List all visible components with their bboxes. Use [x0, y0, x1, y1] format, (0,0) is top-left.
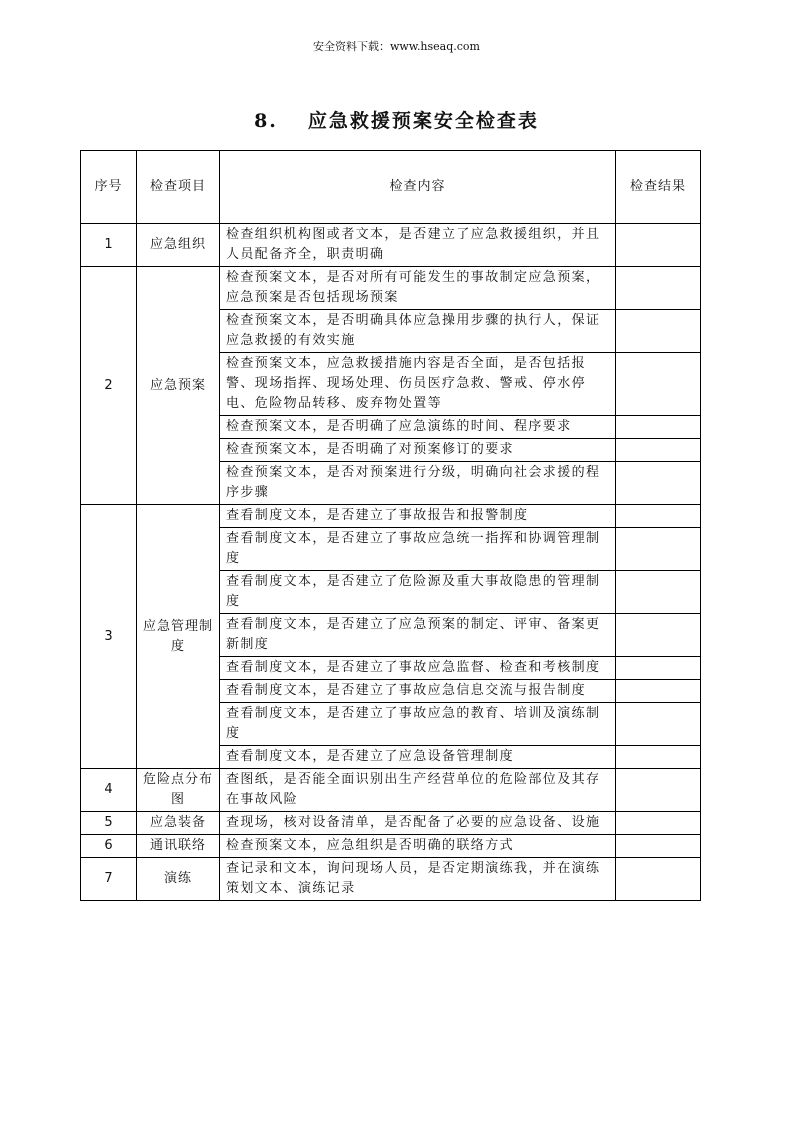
header-note: 安全资料下载：www.hseaq.com	[313, 40, 480, 53]
check-result-cell[interactable]	[616, 858, 701, 901]
check-result-cell[interactable]	[616, 657, 701, 680]
table-row	[81, 224, 701, 267]
check-content: 检查预案文本，应急组织是否明确的联络方式	[220, 835, 616, 858]
header-content: 检查内容	[220, 151, 616, 224]
check-content: 检查预案文本，是否明确具体应急操用步骤的执行人，保证应急救援的有效实施	[220, 310, 616, 353]
check-result-cell[interactable]	[616, 746, 701, 769]
table-body	[81, 224, 701, 901]
check-result-cell[interactable]	[616, 703, 701, 746]
check-content: 查看制度文本，是否建立了事故应急统一指挥和协调管理制度	[220, 528, 616, 571]
check-result-cell[interactable]	[616, 267, 701, 310]
row-number: 3	[81, 505, 137, 769]
check-content: 查图纸，是否能全面识别出生产经营单位的危险部位及其存在事故风险	[220, 769, 616, 812]
row-number: 1	[81, 224, 137, 267]
header-no: 序号	[81, 151, 137, 224]
table-row	[81, 769, 701, 812]
check-result-cell[interactable]	[616, 224, 701, 267]
check-result-cell[interactable]	[616, 462, 701, 505]
table-row	[81, 267, 701, 310]
check-result-cell[interactable]	[616, 614, 701, 657]
check-result-cell[interactable]	[616, 439, 701, 462]
check-content: 查看制度文本，是否建立了事故应急的教育、培训及演练制度	[220, 703, 616, 746]
check-item: 应急组织	[137, 224, 220, 267]
check-content: 检查预案文本，应急救援措施内容是否全面，是否包括报警、现场指挥、现场处理、伤员医疗急救、警戒、停水停电、危险物品转移、废弃物处置等	[220, 353, 616, 416]
check-content: 查看制度文本，是否建立了应急设备管理制度	[220, 746, 616, 769]
check-content: 检查组织机构图或者文本，是否建立了应急救援组织，并且人员配备齐全，职责明确	[220, 224, 616, 267]
check-result-cell[interactable]	[616, 835, 701, 858]
check-result-cell[interactable]	[616, 571, 701, 614]
check-content: 查看制度文本，是否建立了危险源及重大事故隐患的管理制度	[220, 571, 616, 614]
check-item: 危险点分布图	[137, 769, 220, 812]
table-row	[81, 858, 701, 901]
row-number: 4	[81, 769, 137, 812]
check-result-cell[interactable]	[616, 416, 701, 439]
check-result-cell[interactable]	[616, 310, 701, 353]
table-row	[81, 835, 701, 858]
header-result: 检查结果	[616, 151, 701, 224]
check-item: 应急装备	[137, 812, 220, 835]
row-number: 5	[81, 812, 137, 835]
table-header-row	[81, 151, 701, 224]
check-result-cell[interactable]	[616, 528, 701, 571]
check-content: 查看制度文本，是否建立了事故应急信息交流与报告制度	[220, 680, 616, 703]
check-content: 检查预案文本，是否明确了应急演练的时间、程序要求	[220, 416, 616, 439]
check-content: 检查预案文本，是否对所有可能发生的事故制定应急预案，应急预案是否包括现场预案	[220, 267, 616, 310]
check-result-cell[interactable]	[616, 769, 701, 812]
check-item: 应急管理制度	[137, 505, 220, 769]
row-number: 7	[81, 858, 137, 901]
check-content: 查记录和文本，询问现场人员，是否定期演练我，并在演练策划文本、演练记录	[220, 858, 616, 901]
title-text: 应急救援预案安全检查表	[307, 110, 539, 132]
check-result-cell[interactable]	[616, 680, 701, 703]
row-number: 2	[81, 267, 137, 505]
page-title	[0, 106, 793, 133]
check-content: 检查预案文本，是否明确了对预案修订的要求	[220, 439, 616, 462]
table-row	[81, 812, 701, 835]
check-content: 查现场，核对设备清单，是否配备了必要的应急设备、设施	[220, 812, 616, 835]
table-row	[81, 505, 701, 528]
header-item: 检查项目	[137, 151, 220, 224]
check-item: 通讯联络	[137, 835, 220, 858]
check-content: 查看制度文本，是否建立了应急预案的制定、评审、备案更新制度	[220, 614, 616, 657]
check-content: 检查预案文本，是否对预案进行分级，明确向社会求援的程序步骤	[220, 462, 616, 505]
check-result-cell[interactable]	[616, 812, 701, 835]
checklist-table	[80, 150, 701, 901]
check-result-cell[interactable]	[616, 353, 701, 416]
title-number: 8.	[254, 110, 278, 132]
check-content: 查看制度文本，是否建立了事故报告和报警制度	[220, 505, 616, 528]
check-item: 应急预案	[137, 267, 220, 505]
row-number: 6	[81, 835, 137, 858]
check-content: 查看制度文本，是否建立了事故应急监督、检查和考核制度	[220, 657, 616, 680]
check-result-cell[interactable]	[616, 505, 701, 528]
check-item: 演练	[137, 858, 220, 901]
